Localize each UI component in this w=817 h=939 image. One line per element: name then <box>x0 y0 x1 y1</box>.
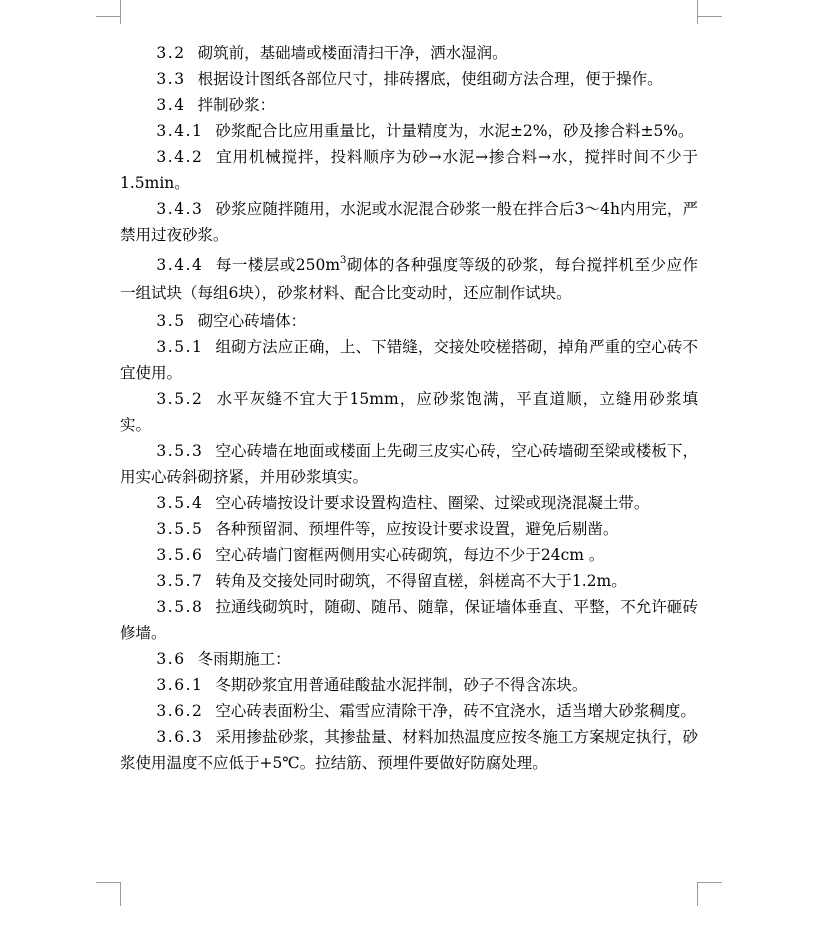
section-number: 3.5.6 <box>156 546 204 564</box>
paragraph-3-6 <box>120 646 698 672</box>
section-number: 3.4 <box>156 96 186 114</box>
section-number: 3.6.2 <box>156 702 204 720</box>
paragraph-3-5-4 <box>120 490 698 516</box>
paragraph-text: 根据设计图纸各部位尺寸，排砖撂底，使组砌方法合理，便于操作。 <box>197 70 663 88</box>
paragraph-3-6-2 <box>120 698 698 724</box>
crop-mark-top-right-vertical <box>697 0 698 24</box>
paragraph-text: 空心砖墙门窗框两侧用实心砖砌筑，每边不少于24cm 。 <box>215 546 605 564</box>
section-number: 3.5.3 <box>156 442 204 460</box>
section-number: 3.4.1 <box>156 122 204 140</box>
section-number: 3.6.1 <box>156 676 204 694</box>
paragraph-text: 空心砖表面粉尘、霜雪应清除干净，砖不宜浇水，适当增大砂浆稠度。 <box>215 702 696 720</box>
section-number: 3.4.2 <box>156 148 204 166</box>
paragraph-3-6-3 <box>120 724 698 776</box>
section-number: 3.3 <box>156 70 186 88</box>
paragraph-3-4-2 <box>120 144 698 196</box>
paragraph-text: 转角及交接处同时砌筑，不得留直槎，斜槎高不大于1.2m。 <box>215 572 627 590</box>
paragraph-text: 冬雨期施工： <box>197 650 291 668</box>
paragraph-text: 冬期砂浆宜用普通硅酸盐水泥拌制，砂子不得含冻块。 <box>215 676 588 694</box>
crop-mark-top-left-horizontal <box>96 16 120 17</box>
paragraph-3-5-6 <box>120 542 698 568</box>
paragraph-text: 空心砖墙在地面或楼面上先砌三皮实心砖，空心砖墙砌至梁或楼板下，用实心砖斜砌挤紧，并用砂浆填实。 <box>120 442 698 486</box>
section-number: 3.2 <box>156 44 186 62</box>
section-number: 3.4.4 <box>156 256 204 274</box>
paragraph-3-5-7 <box>120 568 698 594</box>
section-number: 3.5.4 <box>156 494 204 512</box>
paragraph-text: 拉通线砌筑时，随砌、随吊、随靠，保证墙体垂直、平整，不允许砸砖修墙。 <box>120 598 698 642</box>
crop-mark-bottom-right-horizontal <box>698 882 722 883</box>
crop-mark-top-right-horizontal <box>698 16 722 17</box>
paragraph-text: 砂浆应随拌随用，水泥或水泥混合砂浆一般在拌合后3～4h内用完，严禁用过夜砂浆。 <box>120 200 698 244</box>
paragraph-text: 宜用机械搅拌，投料顺序为砂→水泥→掺合料→水，搅拌时间不少于1.5min。 <box>120 148 698 192</box>
section-number: 3.5 <box>156 312 186 330</box>
paragraph-text: 拌制砂浆： <box>197 96 276 114</box>
paragraph-3-2 <box>120 40 698 66</box>
paragraph-3-5-1 <box>120 334 698 386</box>
paragraph-text: 砌筑前，基础墙或楼面清扫干净，洒水湿润。 <box>197 44 508 62</box>
crop-mark-top-left-vertical <box>120 0 121 24</box>
document-body <box>120 40 698 776</box>
paragraph-3-5-5 <box>120 516 698 542</box>
superscript-exponent: 3 <box>340 254 347 266</box>
paragraph-text: 砂浆配合比应用重量比，计量精度为，水泥±2%，砂及掺合料±5%。 <box>215 122 694 140</box>
section-number: 3.6.3 <box>156 728 204 746</box>
crop-mark-bottom-right-vertical <box>697 882 698 906</box>
paragraph-3-5 <box>120 308 698 334</box>
paragraph-3-4-3 <box>120 196 698 248</box>
section-number: 3.5.7 <box>156 572 204 590</box>
paragraph-3-4-4 <box>120 251 698 307</box>
paragraph-text-before-superscript: 每一楼层或250m <box>215 256 341 274</box>
paragraph-3-4 <box>120 92 698 118</box>
section-number: 3.5.2 <box>156 390 204 408</box>
paragraph-text: 组砌方法应正确，上、下错缝，交接处咬槎搭砌，掉角严重的空心砖不宜使用。 <box>120 338 698 382</box>
paragraph-3-3 <box>120 66 698 92</box>
paragraph-3-4-1 <box>120 118 698 144</box>
paragraph-3-5-8 <box>120 594 698 646</box>
paragraph-text: 砌空心砖墙体： <box>197 312 307 330</box>
section-number: 3.6 <box>156 650 186 668</box>
paragraph-3-6-1 <box>120 672 698 698</box>
paragraph-3-5-2 <box>120 386 698 438</box>
section-number: 3.5.8 <box>156 598 204 616</box>
section-number: 3.5.5 <box>156 520 204 538</box>
paragraph-text: 采用掺盐砂浆，其掺盐量、材料加热温度应按冬施工方案规定执行，砂浆使用温度不应低于+5℃。拉结筋、预埋件要做好防腐处理。 <box>120 728 698 772</box>
section-number: 3.5.1 <box>156 338 204 356</box>
crop-mark-bottom-left-horizontal <box>96 882 120 883</box>
section-number: 3.4.3 <box>156 200 204 218</box>
crop-mark-bottom-left-vertical <box>120 882 121 906</box>
paragraph-text-after-superscript: 砌体的各种强度等级的砂浆，每台搅拌机至少应作一组试块（每组6块），砂浆材料、配合比变动时，还应制作试块。 <box>120 256 698 302</box>
paragraph-3-5-3 <box>120 438 698 490</box>
paragraph-text: 空心砖墙按设计要求设置构造柱、圈梁、过梁或现浇混凝土带。 <box>215 494 650 512</box>
paragraph-text: 各种预留洞、预埋件等，应按设计要求设置，避免后剔凿。 <box>215 520 619 538</box>
paragraph-text: 水平灰缝不宜大于15mm，应砂浆饱满，平直道顺，立缝用砂浆填实。 <box>120 390 698 434</box>
